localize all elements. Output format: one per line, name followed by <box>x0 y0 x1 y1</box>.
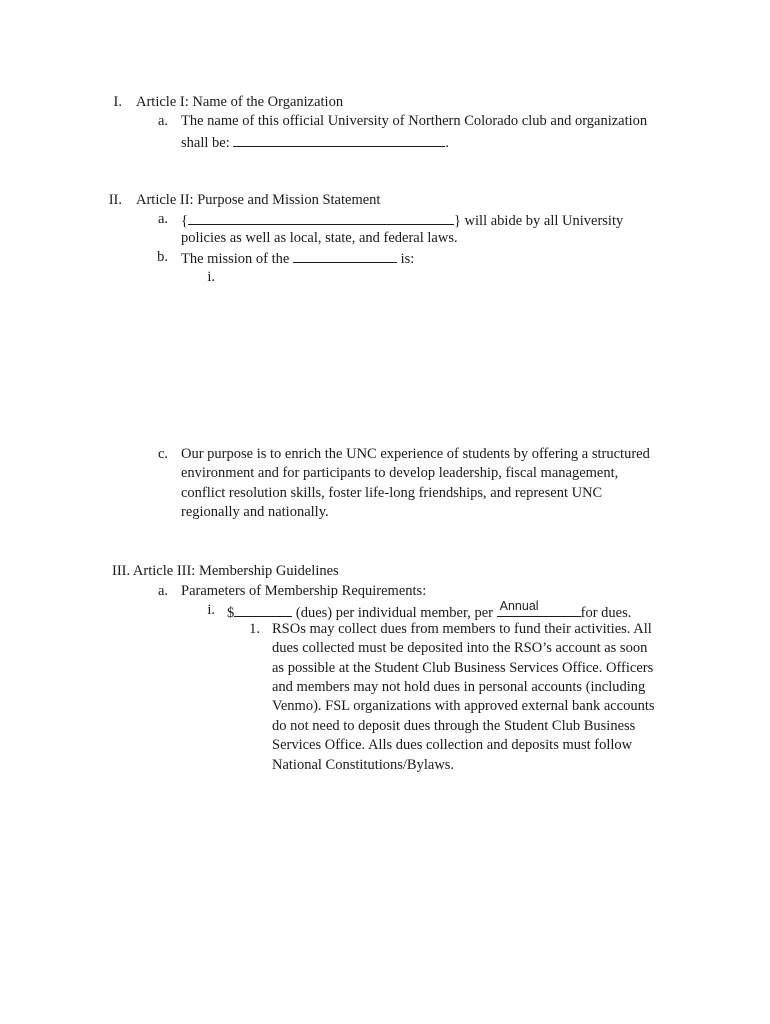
article-2-a-line1 <box>181 210 623 231</box>
article-3-a-letter: a. <box>157 583 168 599</box>
article-2-number: II. <box>108 192 122 208</box>
article-1-a-line2 <box>181 132 449 153</box>
organization-name-blank-2[interactable] <box>188 210 454 225</box>
article-1-a-line1: The name of this official University of Northern Colorado club and organization <box>181 113 648 129</box>
article-2-title: Article II: Purpose and Mission Statement <box>136 192 381 208</box>
article-1-number: I. <box>113 94 122 110</box>
dues-rule-line-7: Services Office. Alls dues collection and deposits must follow <box>272 737 633 753</box>
article-3-1-number: 1. <box>249 621 260 637</box>
open-brace: { <box>181 213 188 229</box>
organization-name-blank[interactable] <box>233 132 445 147</box>
purpose-line-2: environment and for participants to develop leadership, fiscal management, <box>181 465 619 481</box>
dues-period-value: Annual <box>499 599 539 613</box>
article-2-c-letter: c. <box>157 446 168 462</box>
dues-rule-line-1: RSOs may collect dues from members to fund their activities. All <box>272 621 652 637</box>
article-2-b-line <box>181 248 414 269</box>
will-abide-text: } will abide by all University <box>453 213 624 229</box>
dues-period-field[interactable] <box>497 601 581 617</box>
article-2-a-letter: a. <box>157 211 168 227</box>
mission-suffix: is: <box>400 251 415 267</box>
mission-name-blank[interactable] <box>293 248 397 263</box>
dues-rule-line-3: as possible at the Student Club Business Services Office. Officers <box>272 660 654 676</box>
article-2-b-i-number: i. <box>207 269 215 285</box>
article-1-title: Article I: Name of the Organization <box>136 94 344 110</box>
purpose-line-3: conflict resolution skills, foster life-long friendships, and represent UNC <box>181 485 603 501</box>
dues-rule-line-5: Venmo). FSL organizations with approved external bank accounts <box>272 698 655 714</box>
purpose-line-1: Our purpose is to enrich the UNC experience of students by offering a structured <box>181 446 650 462</box>
article-2-b-letter: b. <box>157 249 168 265</box>
name-prefix: shall be: <box>181 135 230 151</box>
article-2-a-line2: policies as well as local, state, and federal laws. <box>181 230 458 246</box>
dues-end-text: for dues. <box>580 605 632 621</box>
dues-amount-blank[interactable] <box>234 602 292 617</box>
name-suffix: . <box>445 135 449 151</box>
article-3-a-text: Parameters of Membership Requirements: <box>181 583 427 599</box>
dues-mid-text: (dues) per individual member, per <box>295 605 493 621</box>
article-1-a-letter: a. <box>157 113 168 129</box>
purpose-line-4: regionally and nationally. <box>181 504 329 520</box>
mission-prefix: The mission of the <box>181 251 290 267</box>
dues-rule-line-8: National Constitutions/Bylaws. <box>272 757 455 773</box>
article-3-title: III. Article III: Membership Guidelines <box>112 563 339 579</box>
dues-rule-line-4: and members may not hold dues in personal accounts (including <box>272 679 646 695</box>
dues-rule-line-2: dues collected must be deposited into the RSO’s account as soon <box>272 640 648 656</box>
dues-rule-line-6: do not need to deposit dues through the Student Club Business <box>272 718 636 734</box>
dollar-sign: $ <box>227 605 235 621</box>
article-3-i-number: i. <box>207 602 215 618</box>
